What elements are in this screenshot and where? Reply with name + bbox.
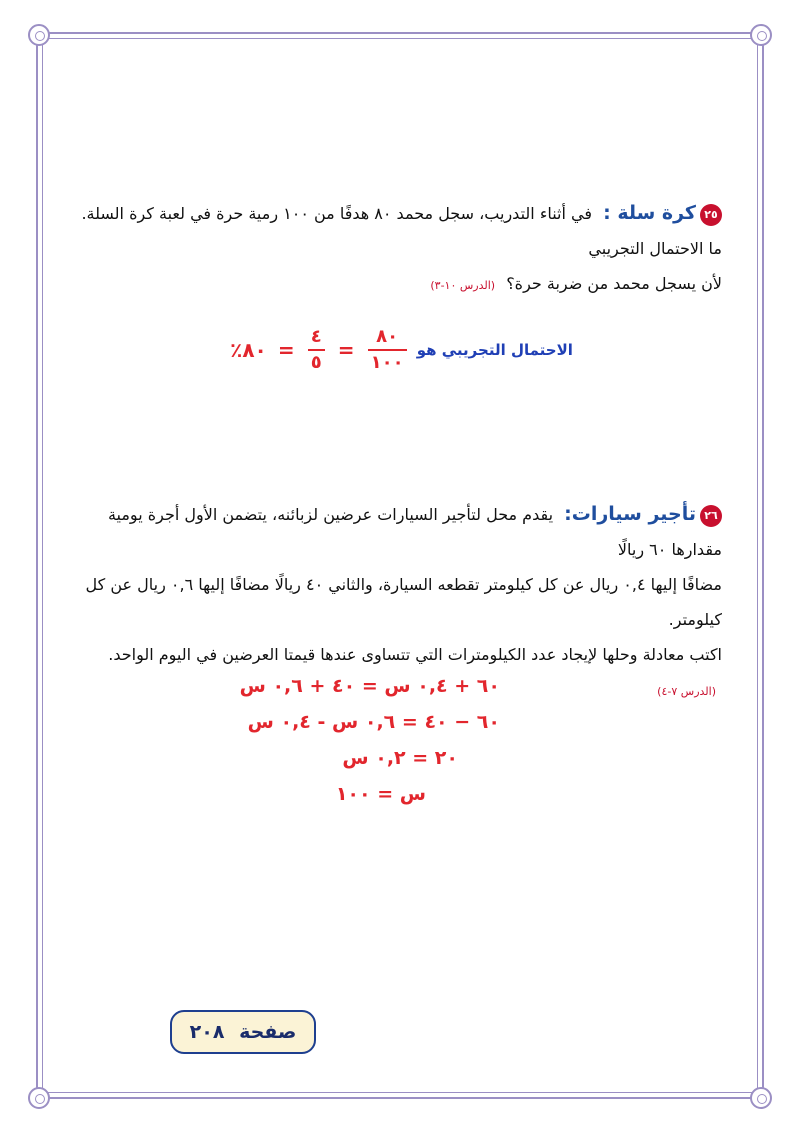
question-25 <box>72 196 722 303</box>
question-25-number: ٢٥ <box>700 204 722 226</box>
percent-result: ٨٠٪ <box>230 338 267 362</box>
page-number: ٢٠٨ <box>189 1021 225 1043</box>
question-25-line-1 <box>72 196 722 266</box>
frame-corner-bottom-right <box>750 1087 772 1109</box>
frame-right-line <box>762 45 764 1088</box>
equals-sign: = <box>337 338 355 362</box>
fraction-numerator: ٤ <box>308 325 325 351</box>
frame-corner-top-left <box>28 24 50 46</box>
frame-corner-bottom-left <box>28 1087 50 1109</box>
frame-left-line <box>36 45 38 1088</box>
question-25-lesson-ref: (الدرس ١٠-٣) <box>430 279 496 292</box>
frame-corner-top-right <box>750 24 772 46</box>
fraction-denominator: ١٠٠ <box>370 352 404 373</box>
page-number-box <box>170 1010 316 1054</box>
question-25-line-2 <box>72 266 722 303</box>
question-26-text-1: يقدم محل لتأجير السيارات عرضين لزبائنه، يتضمن الأول أجرة يومية مقدارها ٦٠ ريالًا <box>107 505 722 559</box>
page-label: صفحة <box>239 1021 297 1043</box>
fraction-denominator: ٥ <box>310 352 322 373</box>
question-26-lesson-ref: (الدرس ٧-٤) <box>657 685 716 698</box>
question-25-answer <box>0 325 800 375</box>
question-26-number: ٢٦ <box>700 505 722 527</box>
question-25-title: كرة سلة : <box>603 202 696 224</box>
fraction-4-5 <box>308 325 325 375</box>
solution-step-2: ٦٠ − ٤٠ = ٠,٦ س - ٠,٤ س <box>247 711 500 733</box>
frame-bottom-line-inner <box>45 1092 755 1093</box>
question-25-text-1: في أثناء التدريب، سجل محمد ٨٠ هدفًا من ١٠٠ رمية حرة في لعبة كرة السلة. ما الاحتمال التجريبي <box>81 204 722 258</box>
solution-step-3: ٢٠ = ٠,٢ س <box>342 747 458 769</box>
question-26-solution <box>200 668 500 812</box>
question-26-line-1 <box>72 497 722 567</box>
question-25-text-2: لأن يسجل محمد من ضربة حرة؟ <box>506 274 722 293</box>
fraction-numerator: ٨٠ <box>368 325 407 351</box>
frame-right-line-inner <box>757 45 758 1088</box>
fraction-80-100 <box>368 325 407 375</box>
frame-top-line <box>45 32 755 34</box>
answer-label: الاحتمال التجريبي هو <box>416 341 573 359</box>
equals-sign: = <box>277 338 295 362</box>
frame-top-line-inner <box>45 38 755 39</box>
frame-left-line-inner <box>42 45 43 1088</box>
frame-bottom-line <box>45 1097 755 1099</box>
question-26-line-2: مضافًا إليها ٠,٤ ريال عن كل كيلومتر تقطعه السيارة، والثاني ٤٠ ريالًا مضافًا إليها ٠,٦ ريال عن كل كيلومتر. <box>85 575 722 629</box>
question-26-title: تأجير سيارات: <box>564 503 696 525</box>
question-26-text-3: اكتب معادلة وحلها لإيجاد عدد الكيلومترات التي تتساوى عندها قيمتا العرضين في اليوم الواحد. <box>108 645 722 664</box>
solution-step-1: ٦٠ + ٠,٤ س = ٤٠ + ٠,٦ س <box>239 675 500 697</box>
solution-step-4: س = ١٠٠ <box>335 783 426 805</box>
